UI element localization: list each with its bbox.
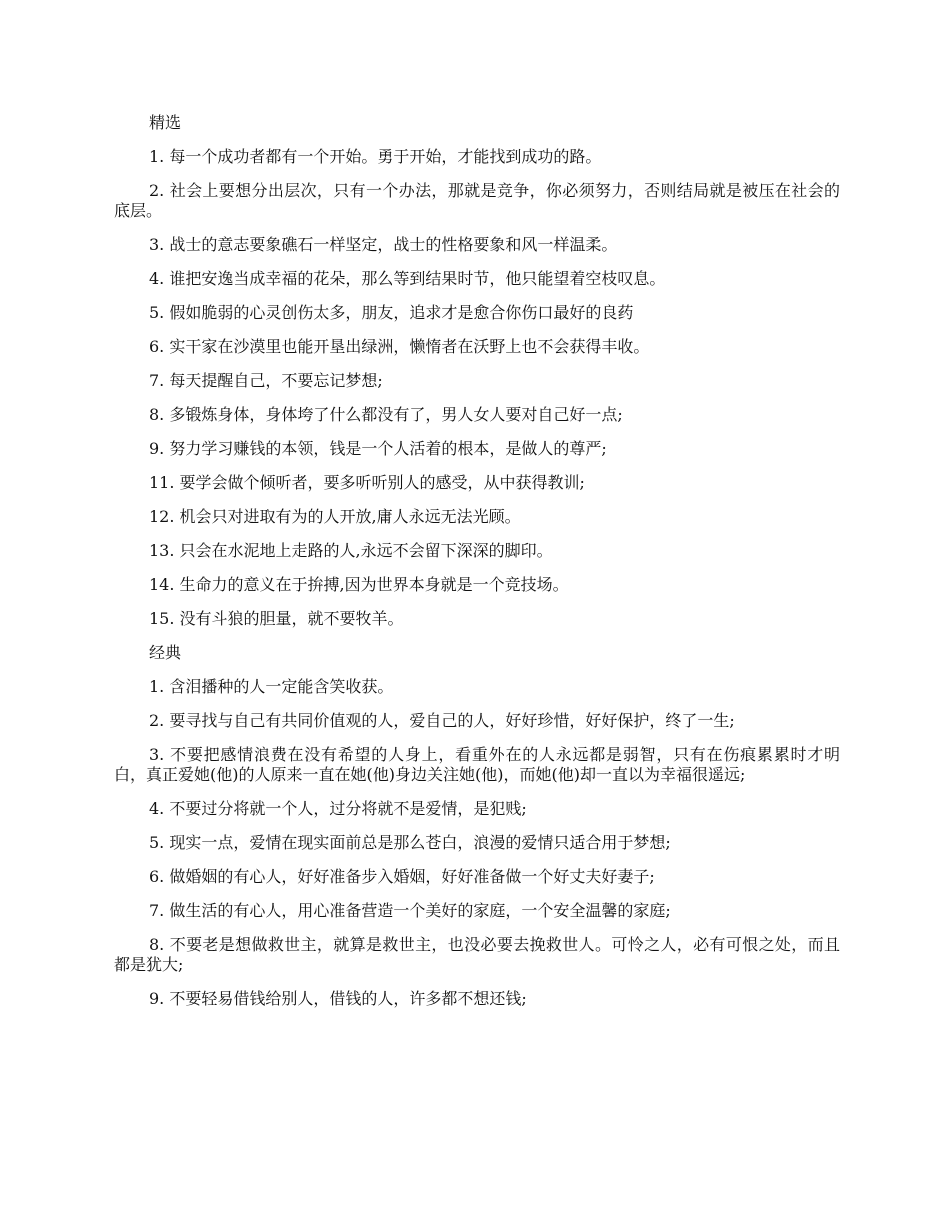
document-content [114, 113, 840, 1023]
list-item: 4. 谁把安逸当成幸福的花朵，那么等到结果时节，他只能望着空枝叹息。 [149, 269, 666, 288]
list-item: 1. 每一个成功者都有一个开始。勇于开始，才能找到成功的路。 [149, 147, 602, 166]
list-item: 12. 机会只对进取有为的人开放,庸人永远无法光顾。 [149, 507, 521, 526]
list-item: 3. 战士的意志要象礁石一样坚定，战士的性格要象和风一样温柔。 [149, 235, 618, 254]
list-item: 9. 不要轻易借钱给别人，借钱的人，许多都不想还钱; [149, 989, 527, 1008]
section-title-featured: 精选 [149, 113, 182, 132]
list-item: 7. 每天提醒自己，不要忘记梦想; [149, 371, 383, 390]
list-item: 5. 假如脆弱的心灵创伤太多，朋友，追求才是愈合你伤口最好的良药 [149, 303, 634, 322]
list-item: 6. 做婚姻的有心人，好好准备步入婚姻，好好准备做一个好丈夫好妻子; [149, 867, 655, 886]
list-item: 2. 社会上要想分出层次，只有一个办法，那就是竞争，你必须努力，否则结局就是被压在社会的底层。 [114, 181, 840, 220]
list-item: 2. 要寻找与自己有共同价值观的人，爱自己的人，好好珍惜，好好保护，终了一生; [149, 711, 735, 730]
list-item: 14. 生命力的意义在于拚搏,因为世界本身就是一个竞技场。 [149, 575, 569, 594]
list-item: 6. 实干家在沙漠里也能开垦出绿洲，懒惰者在沃野上也不会获得丰收。 [149, 337, 650, 356]
list-item: 1. 含泪播种的人一定能含笑收获。 [149, 677, 394, 696]
list-item: 3. 不要把感情浪费在没有希望的人身上，看重外在的人永远都是弱智，只有在伤痕累累时才明白，真正爱她(他)的人原来一直在她(他)身边关注她(他)，而她(他)却一直以为幸福很遥远; [114, 745, 840, 784]
list-item: 15. 没有斗狼的胆量，就不要牧羊。 [149, 609, 404, 628]
list-item: 4. 不要过分将就一个人，过分将就不是爱情，是犯贱; [149, 799, 527, 818]
list-item: 8. 多锻炼身体，身体垮了什么都没有了，男人女人要对自己好一点; [149, 405, 623, 424]
list-item: 9. 努力学习赚钱的本领，钱是一个人活着的根本，是做人的尊严; [149, 439, 607, 458]
list-item: 13. 只会在水泥地上走路的人,永远不会留下深深的脚印。 [149, 541, 553, 560]
list-item: 5. 现实一点，爱情在现实面前总是那么苍白，浪漫的爱情只适合用于梦想; [149, 833, 671, 852]
list-item: 8. 不要老是想做救世主，就算是救世主，也没必要去挽救世人。可怜之人，必有可恨之处，而且都是犹大; [114, 935, 840, 974]
section-title-classic: 经典 [149, 643, 182, 662]
list-item: 7. 做生活的有心人，用心准备营造一个美好的家庭，一个安全温馨的家庭; [149, 901, 671, 920]
list-item: 11. 要学会做个倾听者，要多听听别人的感受，从中获得教训; [149, 473, 585, 492]
